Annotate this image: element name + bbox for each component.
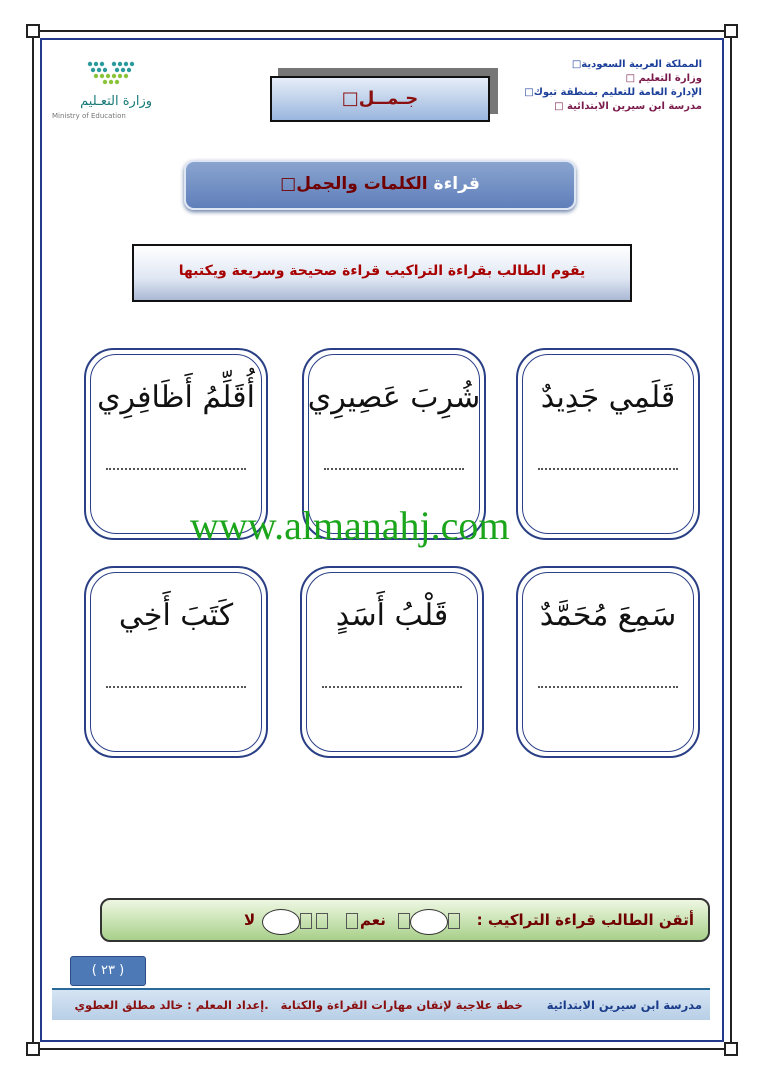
frame-corner xyxy=(26,1042,40,1056)
writing-line[interactable] xyxy=(106,468,246,470)
phrase-text: شُرِبَ عَصِيرِي xyxy=(307,380,481,415)
writing-line[interactable] xyxy=(106,686,246,688)
header-line: مدرسة ابن سيرين الابتدائية □ xyxy=(554,101,702,112)
header-line: المملكة العربية السعودية□ xyxy=(571,59,702,70)
evaluation-label xyxy=(477,911,694,929)
frame-corner xyxy=(724,24,738,38)
footer-school: مدرسة ابن سيرين الابتدائية xyxy=(546,998,702,1012)
writing-line[interactable] xyxy=(538,468,678,470)
evaluation-box xyxy=(100,898,710,942)
yes-label: نعم xyxy=(360,911,386,929)
objective-box xyxy=(132,244,632,302)
phrase-card xyxy=(300,566,484,758)
footer-bar xyxy=(52,988,710,1020)
phrase-card xyxy=(516,348,700,540)
page-title: جـمــل□ xyxy=(341,88,419,109)
page-number: ( ٢٣ ) xyxy=(91,963,125,978)
subtitle-highlight: الكلمات والجمل□ xyxy=(280,174,428,194)
header-ministry-lines xyxy=(524,58,702,114)
logo-text: وزارة التعـليم xyxy=(80,94,152,109)
watermark: www.almanahj.com xyxy=(190,503,510,548)
title-box xyxy=(270,76,490,122)
writing-line[interactable] xyxy=(324,468,464,470)
footer-author: .إعداد المعلم : خالد مطلق العطوي xyxy=(74,998,269,1012)
objective-text: يقوم الطالب بقراءة التراكيب قراءة صحيحة وسريعة ويكتبها xyxy=(178,263,586,279)
ministry-logo xyxy=(52,58,172,128)
phrase-text: قَلْبُ أَسَدٍ xyxy=(335,598,449,633)
header-line: وزارة التعليم □ xyxy=(625,73,702,84)
evaluation-separator: : xyxy=(476,911,483,929)
square-icon xyxy=(316,913,328,929)
phrase-text: أُقَلِّمُ أَظَافِرِي xyxy=(97,380,255,415)
square-icon xyxy=(346,913,358,929)
footer-text xyxy=(74,998,702,1012)
no-checkbox[interactable] xyxy=(262,909,300,935)
subtitle-prefix: قراءة xyxy=(427,174,480,194)
square-icon xyxy=(300,913,312,929)
evaluation-label-text: أتقن الطالب قراءة التراكيب xyxy=(487,911,694,929)
header-line: الإدارة العامة للتعليم بمنطقة تبوك□ xyxy=(524,87,702,98)
subtitle-box xyxy=(184,160,576,210)
square-icon xyxy=(398,913,410,929)
phrase-card xyxy=(516,566,700,758)
phrase-text: كَتَبَ أَخِي xyxy=(118,598,234,633)
footer-plan: خطة علاجية لإتقان مهارات القراءة والكتابة xyxy=(280,998,523,1012)
phrase-text: قَلَمِي جَدِيدٌ xyxy=(540,380,676,415)
subtitle xyxy=(186,174,574,194)
writing-line[interactable] xyxy=(322,686,462,688)
phrase-text: سَمِعَ مُحَمَّدٌ xyxy=(539,598,677,633)
page-number-badge xyxy=(70,956,146,986)
yes-checkbox[interactable] xyxy=(410,909,448,935)
logo-dots-icon xyxy=(52,58,152,92)
phrase-card xyxy=(84,566,268,758)
no-label: لا xyxy=(244,911,256,929)
logo-subtext: Ministry of Education xyxy=(52,112,126,120)
frame-corner xyxy=(26,24,40,38)
frame-corner xyxy=(724,1042,738,1056)
writing-line[interactable] xyxy=(538,686,678,688)
square-icon xyxy=(448,913,460,929)
